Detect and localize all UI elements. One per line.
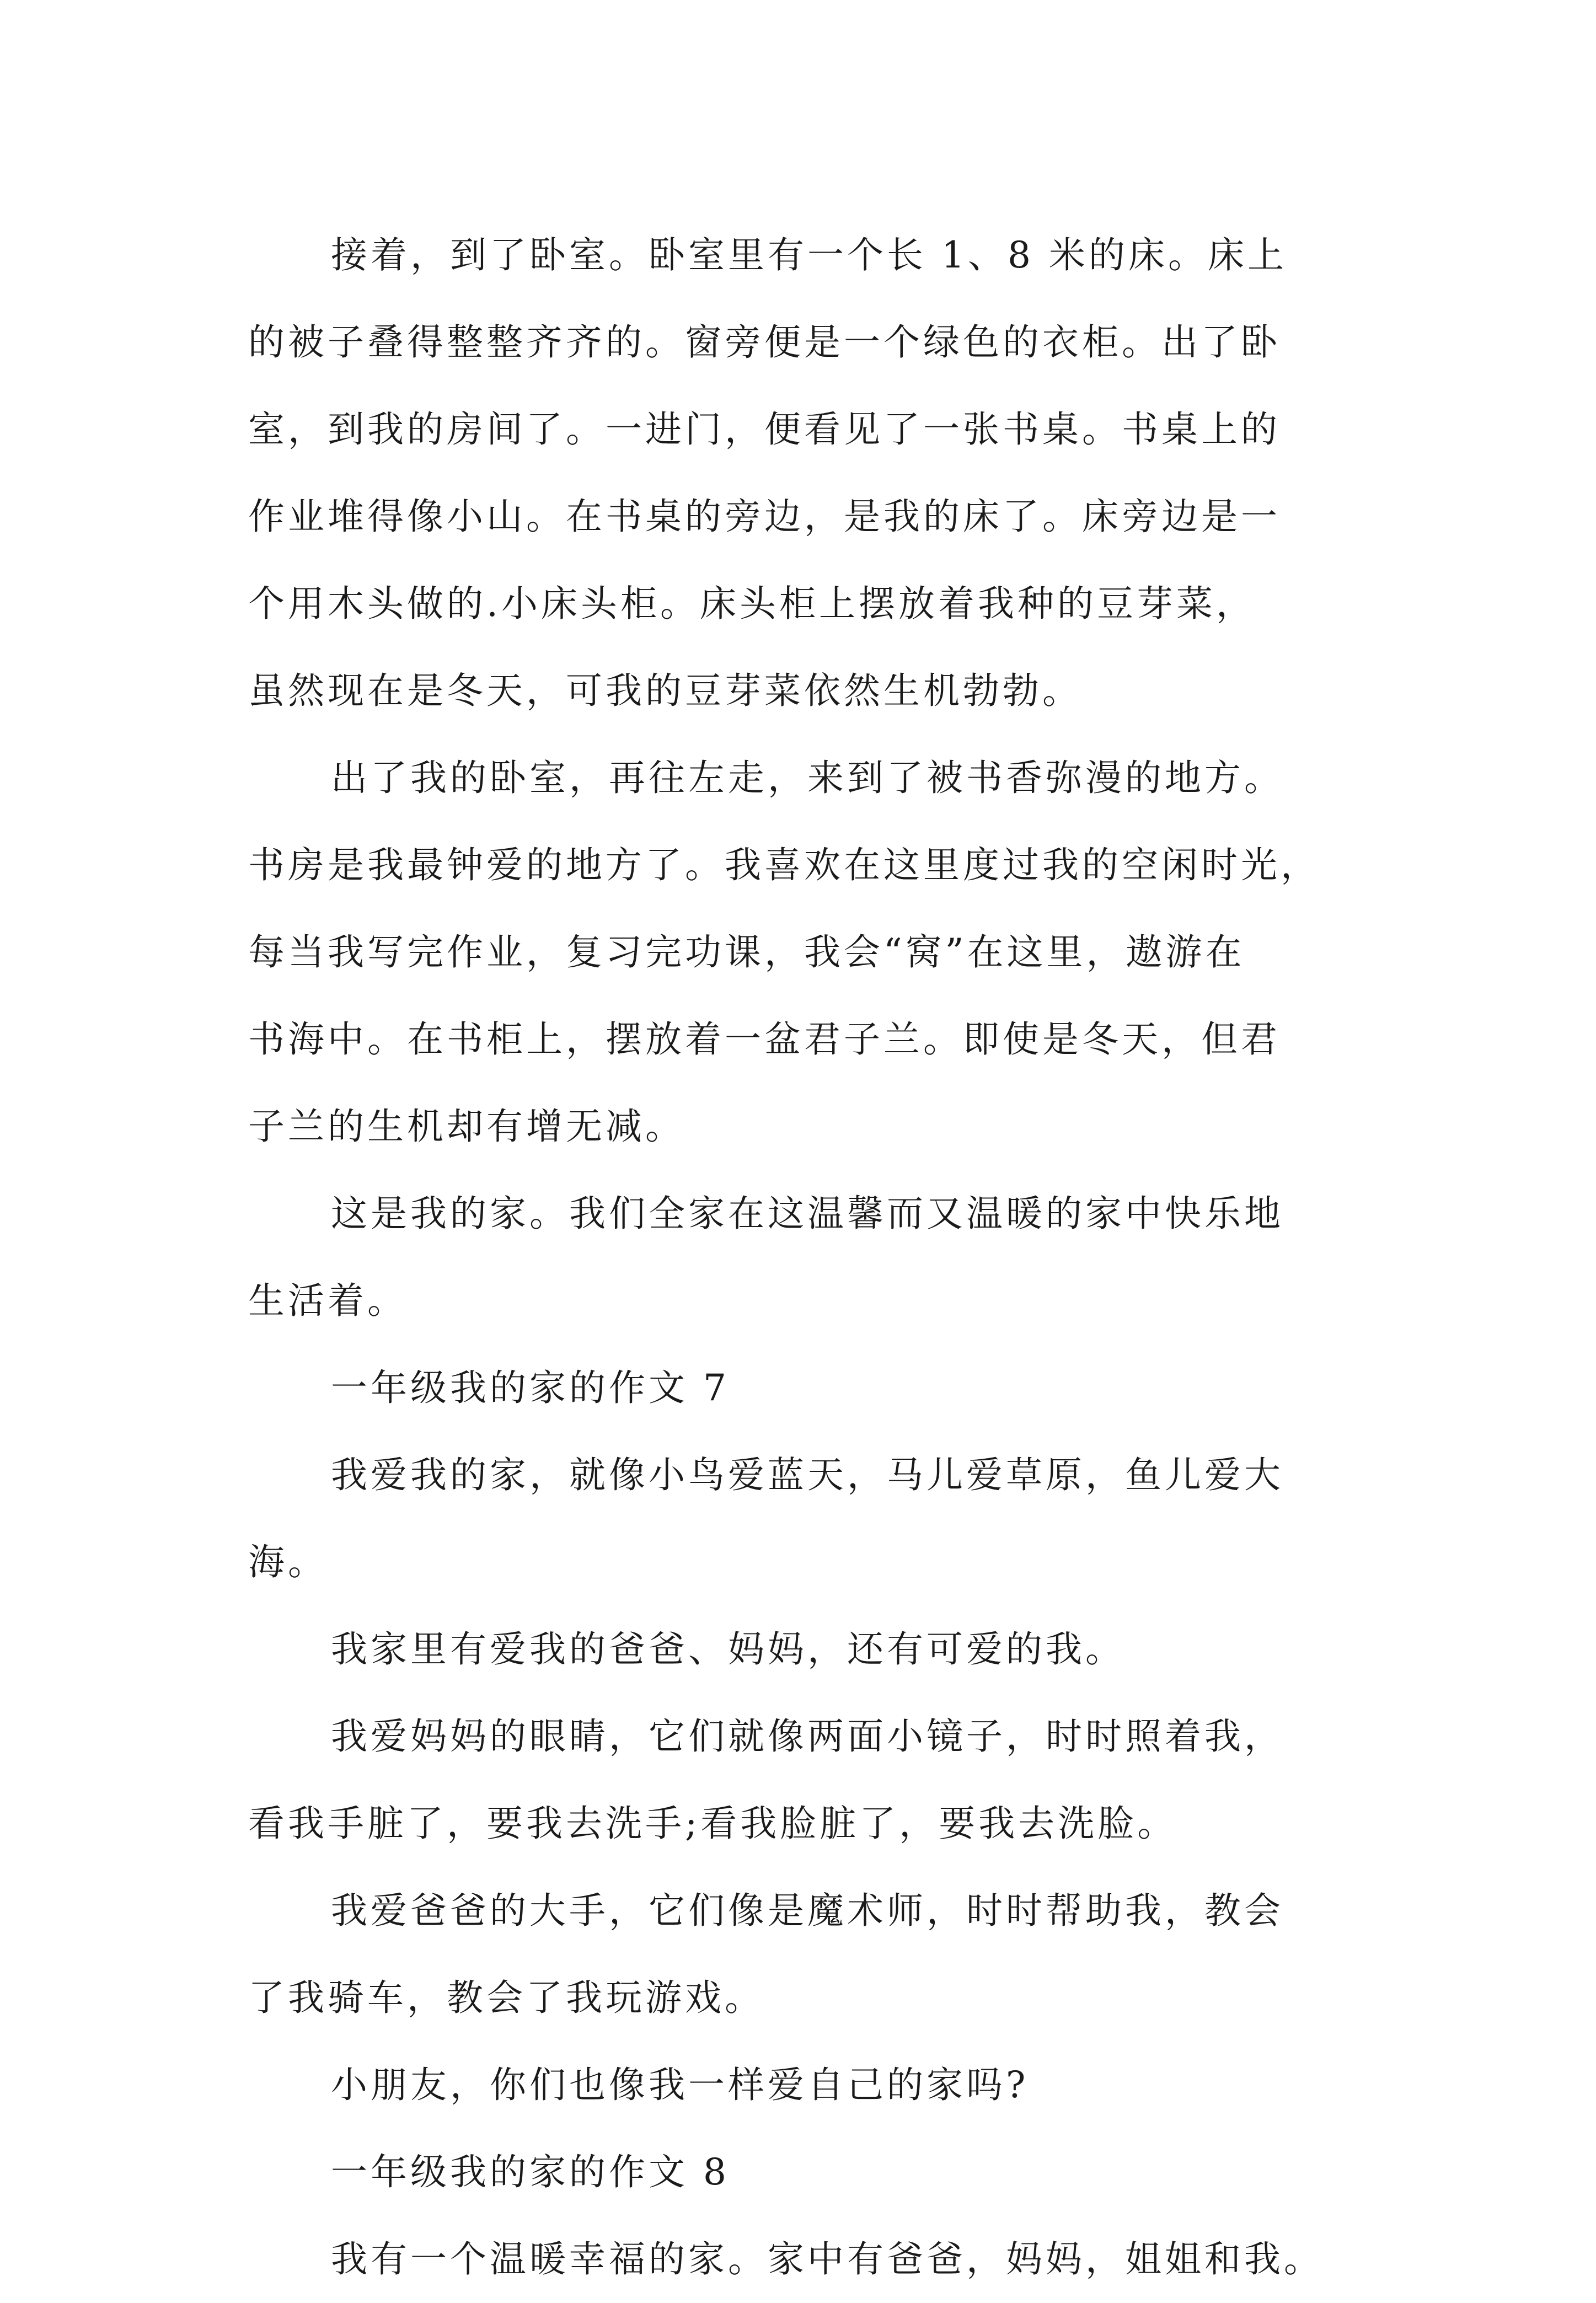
text-line: 这是我的家。我们全家在这温馨而又温暖的家中快乐地 — [331, 1192, 1284, 1235]
document-body — [248, 212, 1379, 2303]
text-line: 每当我写完作业，复习完功课，我会“窝”在这里，遨游在 — [248, 931, 1245, 974]
text-line: 我爱妈妈的眼睛，它们就像两面小镜子，时时照着我， — [331, 1715, 1284, 1758]
section-heading: 一年级我的家的作文 7 — [331, 1367, 730, 1410]
text-line: 书房是我最钟爱的地方了。我喜欢在这里度过我的空闲时光， — [248, 844, 1320, 887]
text-line: 小朋友，你们也像我一样爱自己的家吗? — [331, 2064, 1029, 2107]
text-line: 海。 — [248, 1541, 328, 1584]
text-line: 个用木头做的.小床头柜。床头柜上摆放着我种的豆芽菜， — [248, 582, 1256, 625]
text-line: 室，到我的房间了。一进门，便看见了一张书桌。书桌上的 — [248, 408, 1281, 451]
text-line: 我爱我的家，就像小鸟爱蓝天，马儿爱草原，鱼儿爱大 — [331, 1454, 1284, 1497]
text-line: 我爱爸爸的大手，它们像是魔术师，时时帮助我，教会 — [331, 1889, 1284, 1932]
text-line: 看我手脏了，要我去洗手;看我脸脏了，要我去洗脸。 — [248, 1802, 1177, 1845]
text-line: 子兰的生机却有增无减。 — [248, 1105, 685, 1148]
text-line: 生活着。 — [248, 1279, 407, 1322]
text-line: 书海中。在书柜上，摆放着一盆君子兰。即使是冬天，但君 — [248, 1018, 1281, 1061]
text-line: 了我骑车，教会了我玩游戏。 — [248, 1977, 764, 2020]
text-line: 我有一个温暖幸福的家。家中有爸爸，妈妈，姐姐和我。 — [331, 2238, 1324, 2281]
section-heading: 一年级我的家的作文 8 — [331, 2151, 730, 2194]
text-line: 出了我的卧室，再往左走，来到了被书香弥漫的地方。 — [331, 757, 1284, 800]
text-line: 虽然现在是冬天，可我的豆芽菜依然生机勃勃。 — [248, 670, 1082, 713]
text-line: 的被子叠得整整齐齐的。窗旁便是一个绿色的衣柜。出了卧 — [248, 321, 1281, 364]
text-line: 作业堆得像小山。在书桌的旁边，是我的床了。床旁边是一 — [248, 495, 1281, 538]
text-line: 我家里有爱我的爸爸、妈妈，还有可爱的我。 — [331, 1628, 1125, 1671]
text-line: 接着，到了卧室。卧室里有一个长 1、8 米的床。床上 — [331, 234, 1287, 277]
